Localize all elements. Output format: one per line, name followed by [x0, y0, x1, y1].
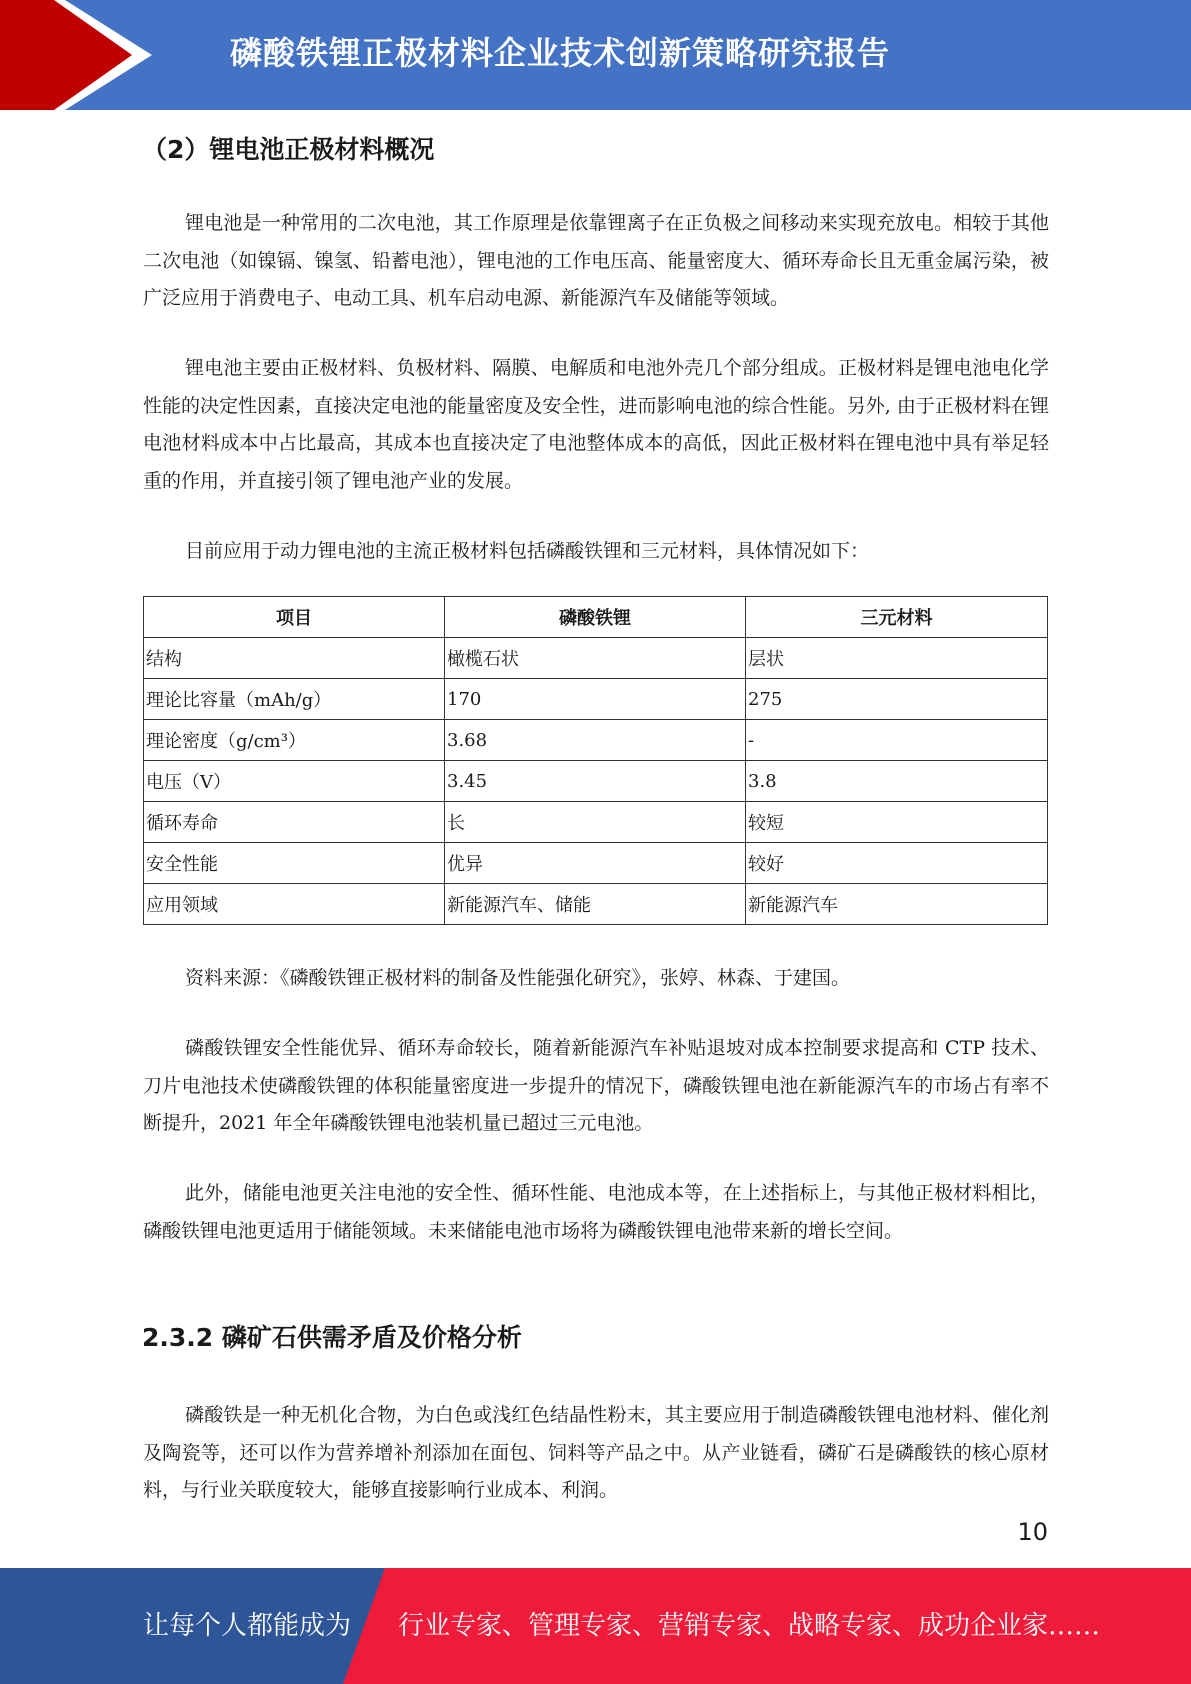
report-title: 磷酸铁锂正极材料企业技术创新策略研究报告 — [230, 34, 891, 72]
header-lfp: 磷酸铁锂 — [445, 597, 746, 638]
paragraph-composition: 锂电池主要由正极材料、负极材料、隔膜、电解质和电池外壳几个部分组成。正极材料是锂电池电化学性能的决定性因素，直接决定电池的能量密度及安全性，进而影响电池的综合性能。另外, 由于正极材料在锂电池材料成本中占比最高，其成本也直接决定了电池整体成本的高低，因此正极材料在锂电池中具有举足轻重的作用，并直接引领了锂电池产业的发展。 — [143, 357, 1049, 492]
table-row — [144, 720, 1048, 761]
table-row — [144, 802, 1048, 843]
header-item: 项目 — [144, 597, 445, 638]
cell-item: 循环寿命 — [144, 802, 445, 843]
source-note: 资料来源：《磷酸铁锂正极材料的制备及性能强化研究》，张婷、林森、于建国。 — [185, 967, 851, 989]
cell-item: 理论密度（g/cm³） — [144, 720, 445, 761]
header-banner — [0, 0, 1191, 110]
table-row — [144, 638, 1048, 679]
header-ternary: 三元材料 — [746, 597, 1048, 638]
cell-lfp: 新能源汽车、储能 — [445, 884, 746, 925]
cell-ternary: 新能源汽车 — [746, 884, 1048, 925]
table-row — [144, 884, 1048, 925]
cell-item: 电压（V） — [144, 761, 445, 802]
paragraph-energy-storage: 此外，储能电池更关注电池的安全性、循环性能、电池成本等，在上述指标上，与其他正极材料相比，磷酸铁锂电池更适用于储能领域。未来储能电池市场将为磷酸铁锂电池带来新的增长空间。 — [143, 1182, 1049, 1242]
cell-item: 应用领域 — [144, 884, 445, 925]
section-heading: 2.3.2 磷矿石供需矛盾及价格分析 — [142, 1323, 522, 1352]
comparison-table — [143, 596, 1048, 925]
cell-ternary: 层状 — [746, 638, 1048, 679]
paragraph-table-intro: 目前应用于动力锂电池的主流正极材料包括磷酸铁锂和三元材料，具体情况如下： — [185, 540, 870, 562]
paragraph-lfp-advantages: 磷酸铁锂安全性能优异、循环寿命较长，随着新能源汽车补贴退坡对成本控制要求提高和 CTP 技术、刀片电池技术使磷酸铁锂的体积能量密度进一步提升的情况下，磷酸铁锂电池在新能源汽车的市场占有率不断提升，2021 年全年磷酸铁锂电池装机量已超过三元电池。 — [143, 1037, 1049, 1134]
page-number: 10 — [1017, 1518, 1048, 1546]
cell-item: 安全性能 — [144, 843, 445, 884]
footer-banner — [0, 1568, 1191, 1684]
cell-item: 理论比容量（mAh/g） — [144, 679, 445, 720]
table-row — [144, 761, 1048, 802]
subsection-heading: （2）锂电池正极材料概况 — [142, 135, 435, 164]
cell-ternary: - — [746, 720, 1048, 761]
cell-ternary: 较好 — [746, 843, 1048, 884]
cell-ternary: 275 — [746, 679, 1048, 720]
table-header-row — [144, 597, 1048, 638]
cell-ternary: 3.8 — [746, 761, 1048, 802]
table-row — [144, 679, 1048, 720]
cell-lfp: 优异 — [445, 843, 746, 884]
table-row — [144, 843, 1048, 884]
cell-ternary: 较短 — [746, 802, 1048, 843]
cell-lfp: 长 — [445, 802, 746, 843]
footer-slogan-left: 让每个人都能成为 — [143, 1611, 352, 1641]
cell-lfp: 3.45 — [445, 761, 746, 802]
footer-slogan-right: 行业专家、管理专家、营销专家、战略专家、成功企业家…… — [398, 1611, 1101, 1641]
cell-lfp: 3.68 — [445, 720, 746, 761]
paragraph-iron-phosphate: 磷酸铁是一种无机化合物，为白色或浅红色结晶性粉末，其主要应用于制造磷酸铁锂电池材料、催化剂及陶瓷等，还可以作为营养增补剂添加在面包、饲料等产品之中。从产业链看，磷矿石是磷酸铁的核心原材料，与行业关联度较大，能够直接影响行业成本、利润。 — [143, 1404, 1049, 1501]
cell-lfp: 橄榄石状 — [445, 638, 746, 679]
paragraph-intro: 锂电池是一种常用的二次电池，其工作原理是依靠锂离子在正负极之间移动来实现充放电。相较于其他二次电池（如镍镉、镍氢、铅蓄电池），锂电池的工作电压高、能量密度大、循环寿命长且无重金属污染，被广泛应用于消费电子、电动工具、机车启动电源、新能源汽车及储能等领域。 — [143, 212, 1049, 309]
cell-lfp: 170 — [445, 679, 746, 720]
cell-item: 结构 — [144, 638, 445, 679]
